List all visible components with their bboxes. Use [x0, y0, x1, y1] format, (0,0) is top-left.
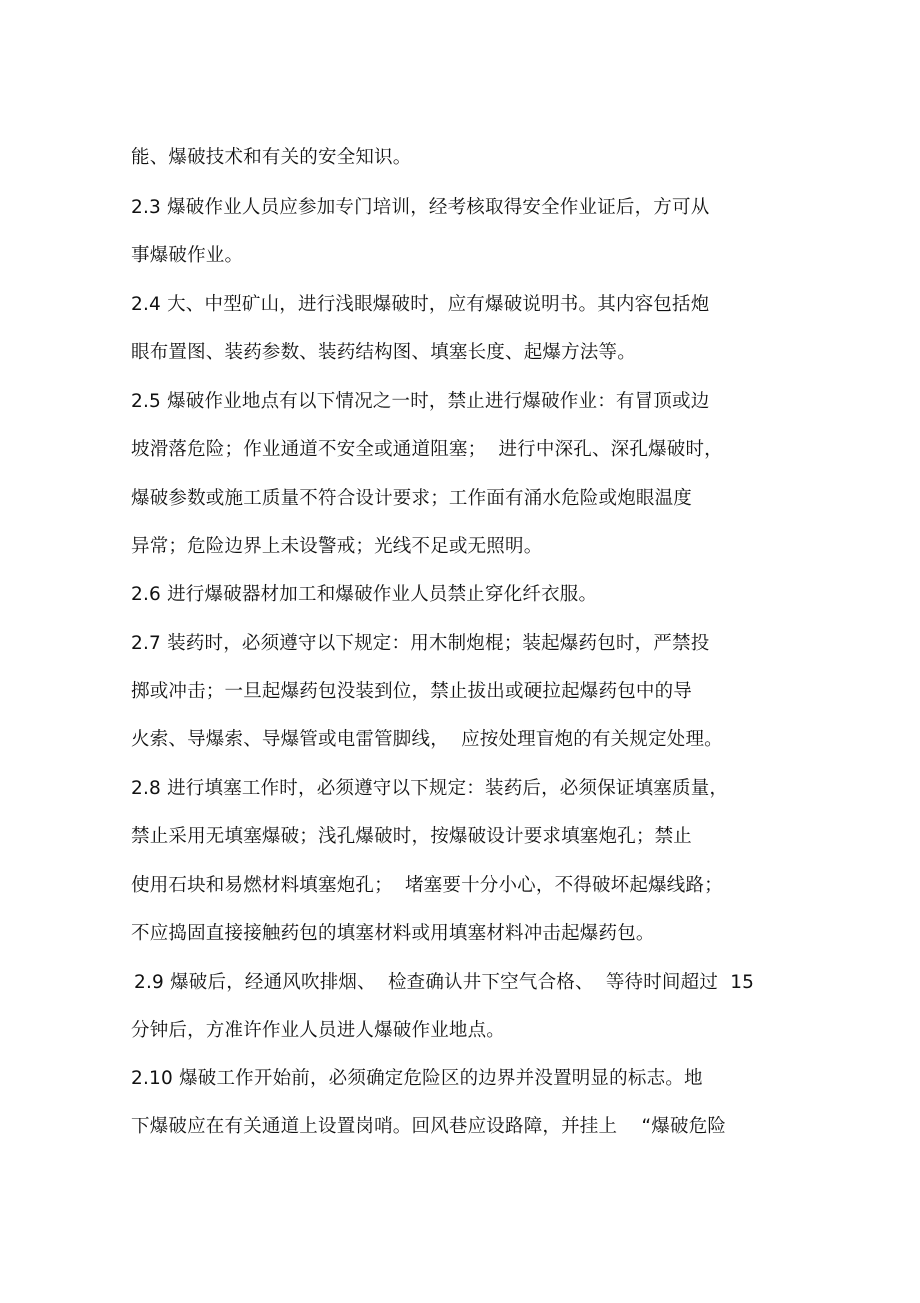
- text-line: 爆破参数或施工质量不符合设计要求；工作面有涌水危险或炮眼温度: [131, 488, 693, 509]
- text-line: 使用石块和易燃材料填塞炮孔； 堵塞要十分小心，不得破坏起爆线路；: [131, 875, 723, 896]
- text-line: 能、爆破技术和有关的安全知识。: [131, 147, 412, 168]
- clause-2-8: 2.8 进行填塞工作时，必须遵守以下规定：装药后，必须保证填塞质量，: [131, 778, 729, 799]
- clause-2-4: 2.4 大、中型矿山，进行浅眼爆破时，应有爆破说明书。其内容包括炮: [131, 294, 710, 315]
- text-line: 禁止采用无填塞爆破；浅孔爆破时，按爆破设计要求填塞炮孔；禁止: [131, 826, 693, 847]
- clause-2-10: 2.10 爆破工作开始前，必须确定危险区的边界并没置明显的标志。地: [131, 1068, 703, 1089]
- text-line: 下爆破应在有关通道上设置岗哨。回风巷应设路障，并挂上 “爆破危险: [131, 1116, 727, 1137]
- clause-2-3: 2.3 爆破作业人员应参加专门培训，经考核取得安全作业证后，方可从: [131, 197, 710, 218]
- text-line: 坡滑落危险；作业通道不安全或通道阻塞； 进行中深孔、深孔爆破时，: [131, 439, 723, 460]
- text-line: 事爆破作业。: [131, 245, 244, 266]
- clause-2-9: 2.9 爆破后，经通风吹排烟、 检查确认井下空气合格、 等待时间超过 15: [134, 972, 755, 993]
- text-line: 火索、导爆索、导爆管或电雷管脚线， 应按处理盲炮的有关规定处理。: [131, 729, 723, 750]
- clause-2-5: 2.5 爆破作业地点有以下情况之一时，禁止进行爆破作业：有冒顶或边: [131, 391, 710, 412]
- text-line: 掷或冲击；一旦起爆药包没装到位，禁止拔出或硬拉起爆药包中的导: [131, 681, 693, 702]
- text-line: 眼布置图、装药参数、装药结构图、填塞长度、起爆方法等。: [131, 342, 636, 363]
- clause-2-6: 2.6 进行爆破器材加工和爆破作业人员禁止穿化纤衣服。: [131, 584, 598, 605]
- text-line: 分钟后，方准许作业人员进人爆破作业地点。: [131, 1020, 506, 1041]
- clause-2-7: 2.7 装药时，必须遵守以下规定：用木制炮棍；装起爆药包时，严禁投: [131, 633, 710, 654]
- text-line: 不应捣固直接接触药包的填塞材料或用填塞材料冲击起爆药包。: [131, 923, 655, 944]
- text-line: 异常；危险边界上未设警戒；光线不足或无照明。: [131, 536, 543, 557]
